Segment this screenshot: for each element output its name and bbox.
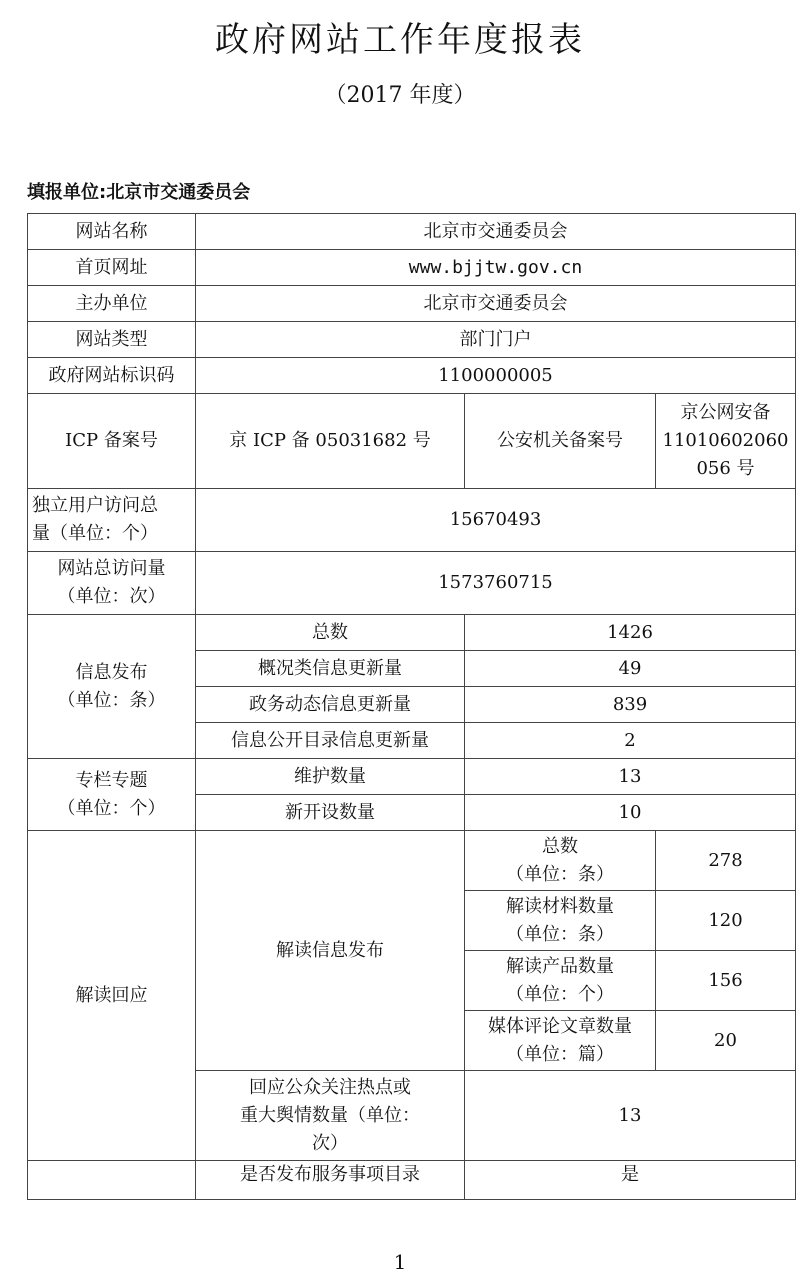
label-line: 次） bbox=[312, 1132, 348, 1154]
service-catalog-label: 是否发布服务事项目录 bbox=[196, 1161, 465, 1200]
police-record-value bbox=[656, 394, 796, 489]
label-line: 专栏专题 bbox=[75, 769, 148, 791]
media-articles-label bbox=[465, 1011, 656, 1071]
label-line: 解读产品数量 bbox=[506, 955, 614, 977]
disclosure-update-value: 2 bbox=[465, 723, 796, 759]
label-line: （单位：条） bbox=[506, 923, 614, 945]
label-line: 网站总访问量 bbox=[57, 558, 166, 579]
unique-visitors-value: 15670493 bbox=[196, 489, 796, 552]
table-row bbox=[28, 214, 796, 250]
interp-total-label bbox=[465, 831, 656, 891]
label-line: 总数 bbox=[542, 835, 578, 857]
table-row bbox=[28, 358, 796, 394]
gov-id-value: 1100000005 bbox=[196, 358, 796, 394]
news-update-label: 政务动态信息更新量 bbox=[196, 687, 465, 723]
interp-materials-label bbox=[465, 891, 656, 951]
page-title: 政府网站工作年度报表 bbox=[215, 20, 585, 60]
label-line: （单位：次） bbox=[57, 586, 166, 607]
label-line: 解读材料数量 bbox=[506, 895, 614, 917]
news-update-value: 839 bbox=[465, 687, 796, 723]
label-line: 量（单位：个） bbox=[32, 523, 158, 544]
total-visits-value: 1573760715 bbox=[196, 552, 796, 615]
sponsor-label: 主办单位 bbox=[28, 286, 196, 322]
interp-materials-value: 120 bbox=[656, 891, 796, 951]
table-row bbox=[28, 286, 796, 322]
site-type-label: 网站类型 bbox=[28, 322, 196, 358]
label-line: 回应公众关注热点或 bbox=[249, 1076, 411, 1098]
table-row bbox=[28, 489, 796, 552]
interp-total-value: 278 bbox=[656, 831, 796, 891]
disclosure-update-label: 信息公开目录信息更新量 bbox=[196, 723, 465, 759]
service-catalog-value: 是 bbox=[465, 1161, 796, 1200]
police-record-line: 056 号 bbox=[696, 458, 755, 479]
label-line: （单位：个） bbox=[57, 797, 166, 819]
table-row bbox=[28, 250, 796, 286]
report-year: （2017 年度） bbox=[324, 83, 476, 108]
media-articles-value: 20 bbox=[656, 1011, 796, 1071]
columns-label bbox=[28, 759, 196, 831]
interp-products-value: 156 bbox=[656, 951, 796, 1011]
label-line: 媒体评论文章数量 bbox=[488, 1015, 632, 1037]
police-record-line: 11010602060 bbox=[662, 430, 789, 451]
columns-maintained-value: 13 bbox=[465, 759, 796, 795]
label-line: 重大舆情数量（单位： bbox=[240, 1104, 420, 1126]
police-record-label: 公安机关备案号 bbox=[465, 394, 656, 489]
label-line: （单位：条） bbox=[506, 863, 614, 885]
gov-id-label: 政府网站标识码 bbox=[28, 358, 196, 394]
info-total-label: 总数 bbox=[196, 615, 465, 651]
table-row bbox=[28, 615, 796, 651]
filing-unit: 填报单位:北京市交通委员会 bbox=[27, 182, 251, 203]
public-response-label bbox=[196, 1071, 465, 1161]
info-total-value: 1426 bbox=[465, 615, 796, 651]
sponsor-value: 北京市交通委员会 bbox=[196, 286, 796, 322]
columns-new-label: 新开设数量 bbox=[196, 795, 465, 831]
table-row bbox=[28, 394, 796, 489]
columns-maintained-label: 维护数量 bbox=[196, 759, 465, 795]
total-visits-label bbox=[28, 552, 196, 615]
table-row bbox=[28, 552, 796, 615]
label-line: （单位：条） bbox=[57, 689, 166, 711]
empty-cell bbox=[28, 1161, 196, 1200]
icp-label: ICP 备案号 bbox=[28, 394, 196, 489]
label-line: （单位：个） bbox=[506, 983, 614, 1005]
overview-update-label: 概况类信息更新量 bbox=[196, 651, 465, 687]
overview-update-value: 49 bbox=[465, 651, 796, 687]
homepage-url: www.bjjtw.gov.cn bbox=[196, 250, 796, 286]
table-row bbox=[28, 759, 796, 795]
table-row bbox=[28, 1161, 796, 1200]
homepage-label: 首页网址 bbox=[28, 250, 196, 286]
interp-products-label bbox=[465, 951, 656, 1011]
icp-value: 京 ICP 备 05031682 号 bbox=[196, 394, 465, 489]
label-line: 独立用户访问总 bbox=[32, 495, 158, 516]
annual-report-table bbox=[27, 213, 796, 1200]
interpretation-publish-label: 解读信息发布 bbox=[196, 831, 465, 1071]
site-name-value: 北京市交通委员会 bbox=[196, 214, 796, 250]
site-name-label: 网站名称 bbox=[28, 214, 196, 250]
unique-visitors-label bbox=[28, 489, 196, 552]
police-record-line: 京公网安备 bbox=[680, 402, 771, 423]
table-row bbox=[28, 831, 796, 891]
interpretation-label: 解读回应 bbox=[28, 831, 196, 1161]
columns-new-value: 10 bbox=[465, 795, 796, 831]
label-line: （单位：篇） bbox=[506, 1043, 614, 1065]
info-publish-label bbox=[28, 615, 196, 759]
label-line: 信息发布 bbox=[75, 661, 148, 683]
public-response-value: 13 bbox=[465, 1071, 796, 1161]
page-number: 1 bbox=[393, 1250, 407, 1274]
table-row bbox=[28, 322, 796, 358]
site-type-value: 部门门户 bbox=[196, 322, 796, 358]
